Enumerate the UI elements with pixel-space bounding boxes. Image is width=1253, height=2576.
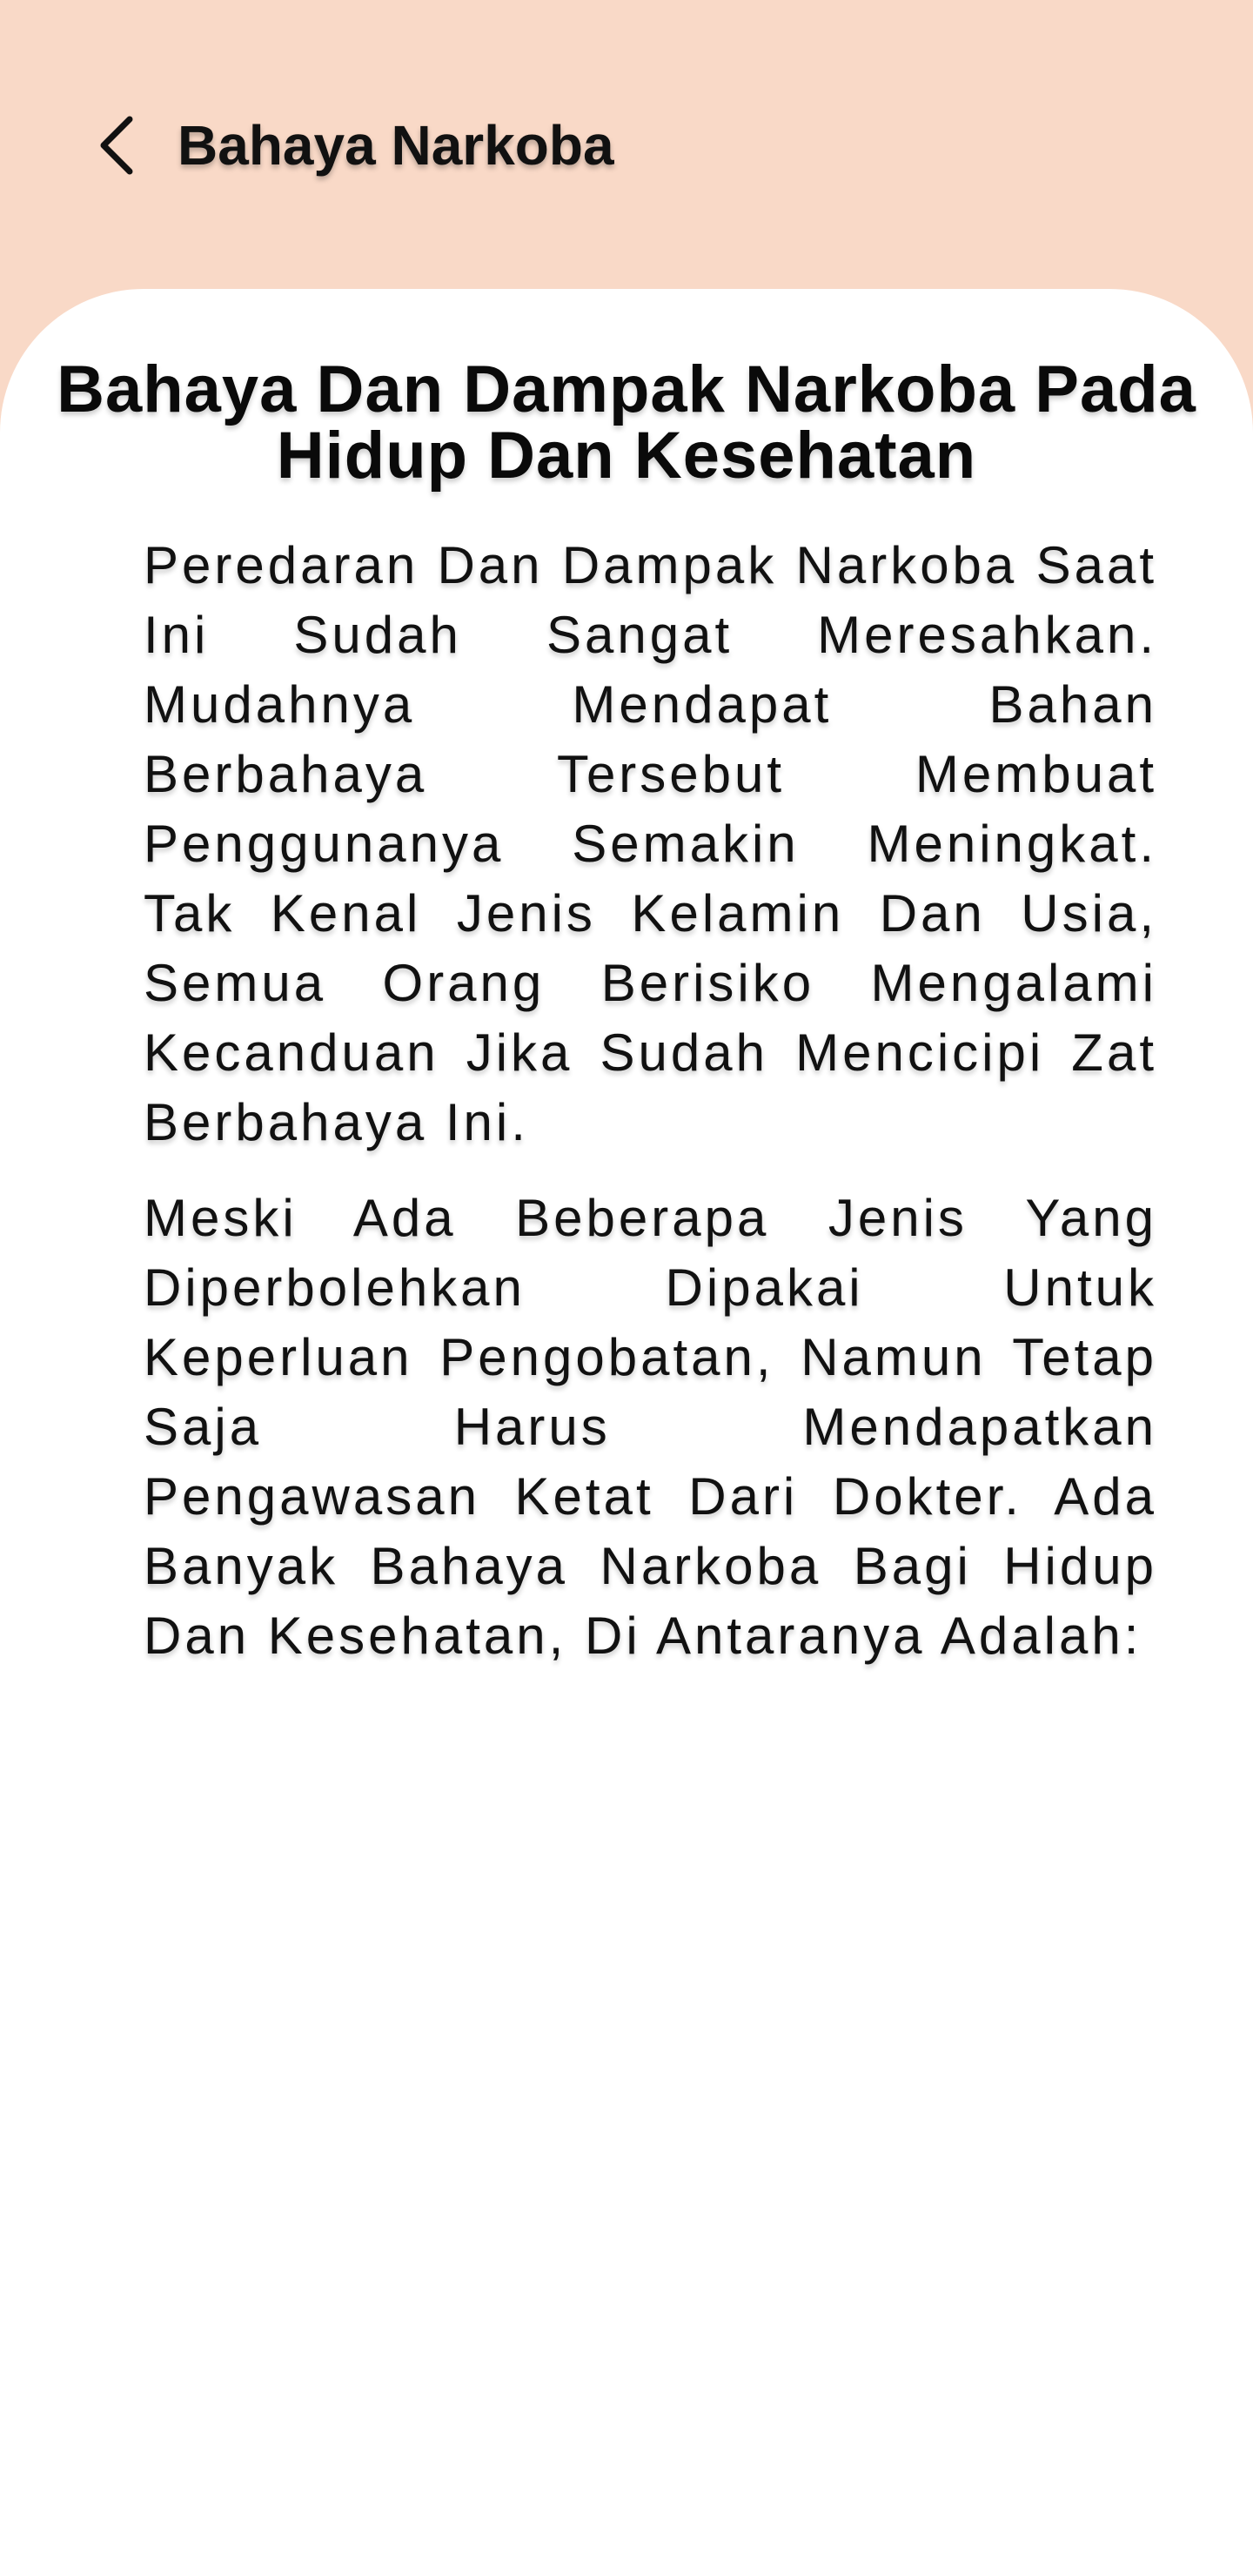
article-paragraph-2: Meski Ada Beberapa Jenis Yang Diperbolehkan Dipakai Untuk Keperluan Pengobatan, Namun Tetap Saja Harus Mendapatkan Pengawasan Ketat Dari Dokter. Ada Banyak Bahaya Narkoba Bagi Hidup Dan Kesehatan, Di Antaranya Adalah: [144, 1189, 1157, 1665]
article-card [0, 289, 1253, 2576]
article-paragraph-1: Peredaran Dan Dampak Narkoba Saat Ini Sudah Sangat Meresahkan. Mudahnya Mendapat Bahan Berbahaya Tersebut Membuat Penggunanya Semakin Meningkat. Tak Kenal Jenis Kelamin Dan Usia, Semua Orang Berisiko Mengalami Kecanduan Jika Sudah Mencicipi Zat Berbahaya Ini. [144, 536, 1157, 1151]
article-body [144, 531, 1157, 1697]
article-title: Bahaya Dan Dampak Narkoba Pada Hidup Dan Kesehatan [57, 352, 1196, 493]
chevron-left-icon [97, 114, 137, 177]
back-button[interactable] [85, 106, 148, 184]
app-header [0, 0, 1253, 287]
page-title: Bahaya Narkoba [178, 114, 614, 177]
